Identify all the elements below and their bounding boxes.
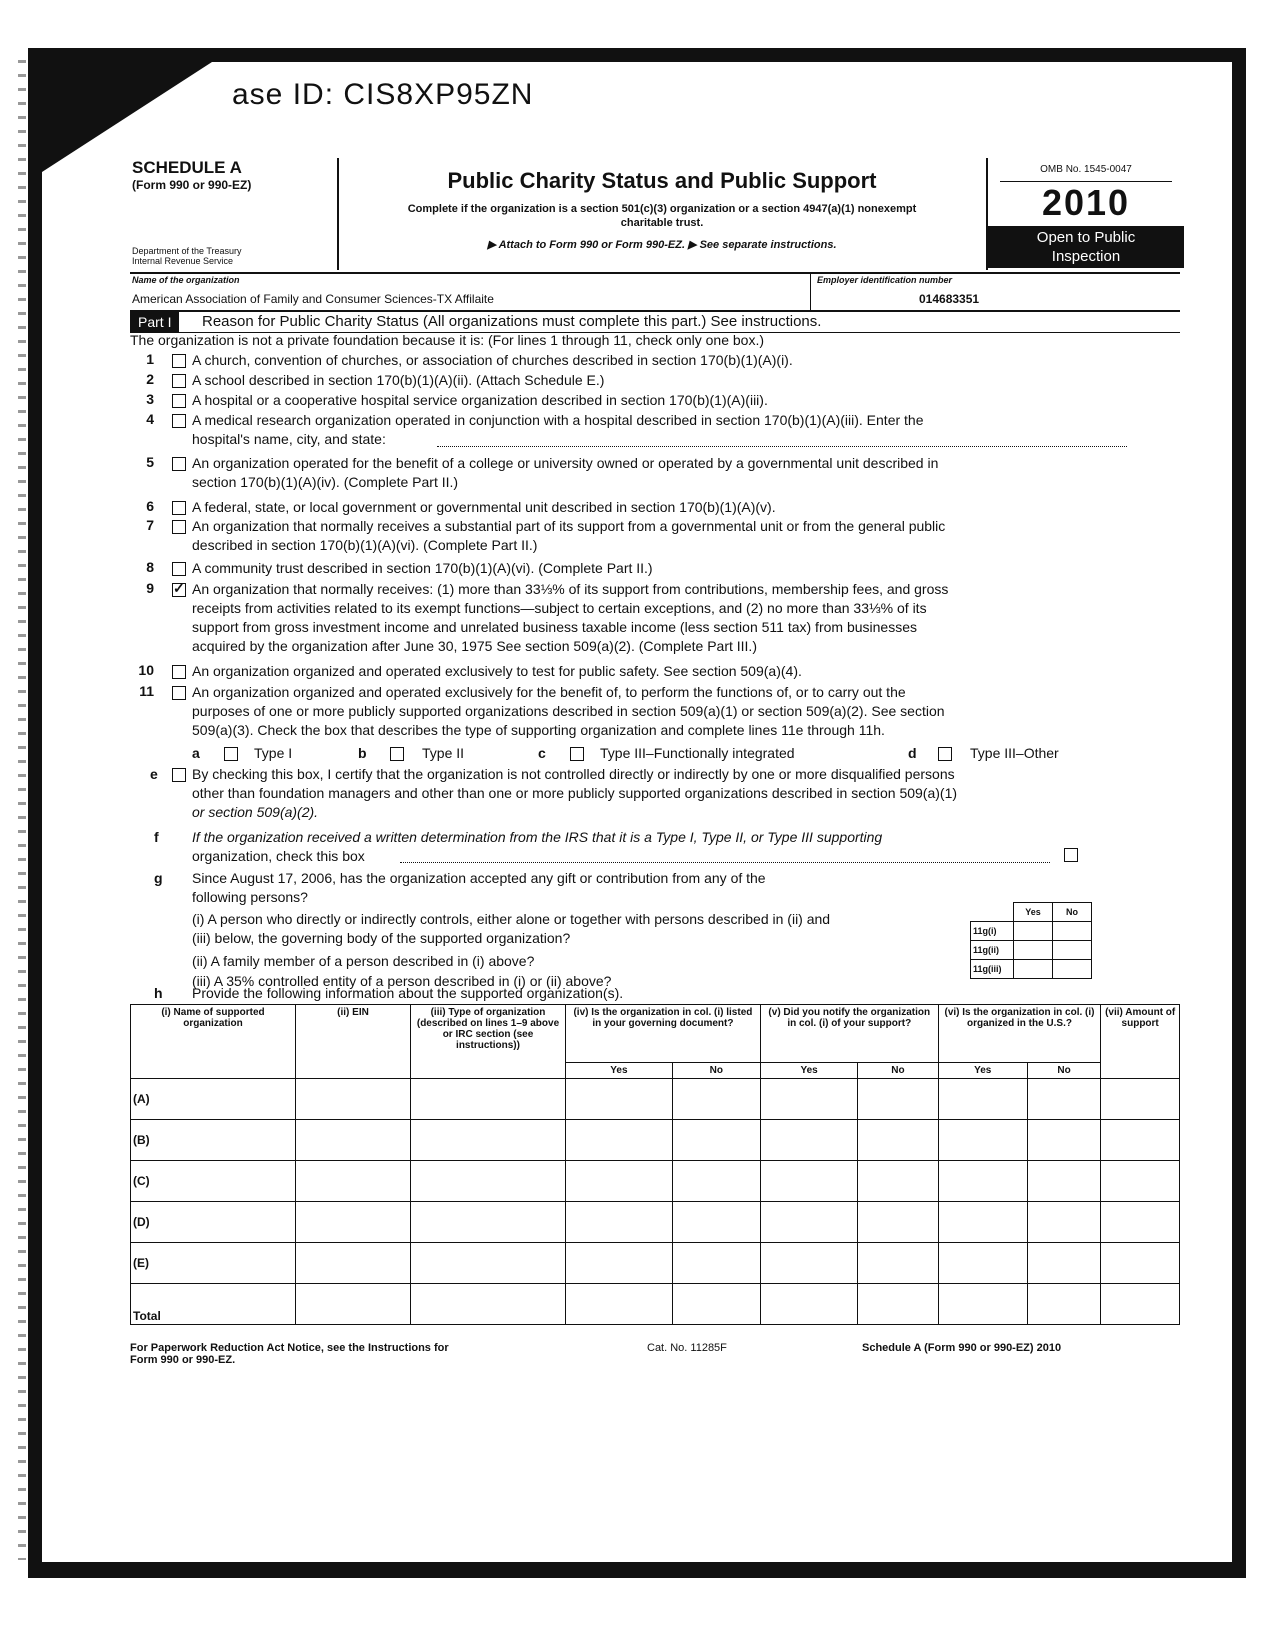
table-cell[interactable] bbox=[1101, 1120, 1180, 1161]
table-cell[interactable] bbox=[411, 1079, 566, 1120]
line-11e-text-3: or section 509(a)(2). bbox=[192, 804, 319, 820]
line-5-text: An organization operated for the benefit of a college or university owned or operated by a governmental unit described in bbox=[192, 455, 939, 471]
table-cell[interactable] bbox=[296, 1202, 411, 1243]
table-cell[interactable] bbox=[672, 1243, 760, 1284]
table-cell[interactable] bbox=[760, 1120, 857, 1161]
type-b-letter: b bbox=[358, 745, 367, 761]
line-9-text-4: acquired by the organization after June 30, 1975 See section 509(a)(2). (Complete Part III.) bbox=[192, 638, 757, 654]
col-ein-header: (ii) EIN bbox=[296, 1005, 411, 1079]
notify-yes: Yes bbox=[760, 1063, 857, 1079]
table-cell[interactable] bbox=[938, 1202, 1027, 1243]
open-line-2: Inspection bbox=[1051, 248, 1121, 265]
footer-notice-line-2: Form 990 or 990-EZ. bbox=[130, 1354, 236, 1366]
table-cell[interactable] bbox=[296, 1079, 411, 1120]
table-cell[interactable] bbox=[938, 1120, 1027, 1161]
line-11f-text-2: organization, check this box bbox=[192, 848, 365, 864]
table-cell[interactable] bbox=[1027, 1202, 1101, 1243]
table-cell[interactable] bbox=[411, 1243, 566, 1284]
header-right bbox=[986, 158, 1184, 270]
row-11g-iii-label: 11g(iii) bbox=[971, 960, 1014, 979]
attach-instructions: ▶ Attach to Form 990 or Form 990-EZ. ▶ See separate instructions. bbox=[487, 239, 837, 251]
line-11g-iii-text: (iii) A 35% controlled entity of a person described in (i) or (ii) above? bbox=[192, 973, 612, 989]
line-number-2: 2 bbox=[146, 371, 154, 387]
table-cell[interactable] bbox=[858, 1243, 938, 1284]
table-cell[interactable] bbox=[760, 1202, 857, 1243]
scan-frame-bottom bbox=[28, 1562, 1246, 1578]
table-row-label: (C) bbox=[131, 1161, 296, 1202]
line-4-text-2: hospital's name, city, and state: bbox=[192, 431, 386, 447]
table-cell[interactable] bbox=[566, 1202, 673, 1243]
line-11-text: An organization organized and operated exclusively for the benefit of, to perform the functions of, or to carry out the bbox=[192, 684, 906, 700]
table-cell[interactable] bbox=[760, 1284, 857, 1325]
col-amount-header: (vii) Amount of support bbox=[1101, 1005, 1180, 1079]
line-5-text-2: section 170(b)(1)(A)(iv). (Complete Part II.) bbox=[192, 474, 459, 490]
line-7-text: An organization that normally receives a substantial part of its support from a governmental unit or from the general public bbox=[192, 518, 946, 534]
table-cell[interactable] bbox=[1027, 1120, 1101, 1161]
line-number-9: 9 bbox=[146, 580, 154, 596]
line-11g-letter: g bbox=[154, 870, 163, 886]
table-cell[interactable] bbox=[566, 1243, 673, 1284]
notify-no: No bbox=[858, 1063, 938, 1079]
leader-dots-11f bbox=[400, 862, 1050, 863]
line-1-checkbox[interactable] bbox=[172, 354, 186, 368]
line-3-text: A hospital or a cooperative hospital service organization described in section 170(b)(1)(A)(iii). bbox=[192, 392, 768, 408]
table-cell[interactable] bbox=[1027, 1079, 1101, 1120]
table-cell[interactable] bbox=[760, 1161, 857, 1202]
line-10-checkbox[interactable] bbox=[172, 665, 186, 679]
line-9-text-2: receipts from activities related to its exempt functions—subject to certain exceptions, and (2) no more than 33⅓% of its bbox=[192, 600, 927, 616]
type-1-checkbox[interactable] bbox=[224, 747, 238, 761]
table-cell[interactable] bbox=[566, 1284, 673, 1325]
part-1-intro: The organization is not a private foundation because it is: (For lines 1 through 11, check only one box.) bbox=[130, 332, 764, 348]
org-name-value[interactable]: American Association of Family and Consumer Sciences-TX Affilaite bbox=[132, 292, 494, 306]
type-3-fi-checkbox[interactable] bbox=[570, 747, 584, 761]
row-11g-iii-no[interactable] bbox=[1053, 960, 1092, 979]
footer-cat-no: Cat. No. 11285F bbox=[647, 1342, 727, 1354]
table-cell[interactable] bbox=[938, 1161, 1027, 1202]
line-3-checkbox[interactable] bbox=[172, 394, 186, 408]
table-row-label: (D) bbox=[131, 1202, 296, 1243]
form-subtitle: Complete if the organization is a section 501(c)(3) organization or a section 4947(a)(1) nonexempt charitable trust. bbox=[407, 203, 917, 229]
table-cell[interactable] bbox=[672, 1202, 760, 1243]
row-11g-i-yes[interactable] bbox=[1014, 922, 1053, 941]
table-cell[interactable] bbox=[672, 1161, 760, 1202]
line-11-text-3: 509(a)(3). Check the box that describes the type of supporting organization and complete lines 11e through 11h. bbox=[192, 722, 885, 738]
table-cell[interactable] bbox=[858, 1202, 938, 1243]
ein-value[interactable]: 014683351 bbox=[919, 292, 980, 306]
table-cell[interactable] bbox=[672, 1079, 760, 1120]
tax-year: 2010 bbox=[1000, 181, 1172, 224]
footer-paperwork-notice bbox=[130, 1342, 449, 1366]
yes-no-grid-11g bbox=[970, 902, 1092, 979]
table-cell[interactable] bbox=[1101, 1284, 1180, 1325]
table-cell[interactable] bbox=[858, 1284, 938, 1325]
line-11-text-2: purposes of one or more publicly supported organizations described in section 509(a)(1) or section 509(a)(2). See section bbox=[192, 703, 945, 719]
type-3-fi-label: Type III–Functionally integrated bbox=[600, 745, 795, 761]
table-cell[interactable] bbox=[858, 1120, 938, 1161]
col-type-header: (iii) Type of organization (described on lines 1–9 above or IRC section (see instructions)) bbox=[411, 1005, 566, 1079]
us-no: No bbox=[1027, 1063, 1101, 1079]
row-11g-ii-yes[interactable] bbox=[1014, 941, 1053, 960]
department-line: Department of the Treasury bbox=[132, 246, 242, 256]
part-1-title: Reason for Public Charity Status (All organizations must complete this part.) See instructions. bbox=[202, 313, 822, 330]
form-title: Public Charity Status and Public Support bbox=[447, 168, 877, 193]
type-1-label: Type I bbox=[254, 745, 293, 761]
table-cell[interactable] bbox=[296, 1120, 411, 1161]
type-2-label: Type II bbox=[422, 745, 465, 761]
line-11f-text: If the organization received a written determination from the IRS that it is a Type I, Type II, or Type III supporting bbox=[192, 829, 883, 845]
line-number-8: 8 bbox=[146, 559, 154, 575]
line-4-checkbox[interactable] bbox=[172, 414, 186, 428]
table-cell[interactable] bbox=[1027, 1161, 1101, 1202]
line-11g-ii-text: (ii) A family member of a person described in (i) above? bbox=[192, 953, 535, 969]
part-1-label: Part I bbox=[130, 312, 179, 332]
line-9-checkbox[interactable] bbox=[172, 583, 186, 597]
no-header: No bbox=[1053, 903, 1092, 922]
table-cell[interactable] bbox=[296, 1243, 411, 1284]
table-cell[interactable] bbox=[672, 1120, 760, 1161]
line-number-4: 4 bbox=[146, 411, 154, 427]
part-1-header bbox=[130, 310, 1180, 333]
footer-notice-line-1: For Paperwork Reduction Act Notice, see the Instructions for bbox=[130, 1342, 449, 1354]
line-9-text: An organization that normally receives: (1) more than 33⅓% of its support from contributions, membership fees, and gross bbox=[192, 581, 949, 597]
row-11g-i-no[interactable] bbox=[1053, 922, 1092, 941]
type-3-other-checkbox[interactable] bbox=[938, 747, 952, 761]
table-cell[interactable] bbox=[566, 1120, 673, 1161]
table-row-label: (B) bbox=[131, 1120, 296, 1161]
line-2-checkbox[interactable] bbox=[172, 374, 186, 388]
table-cell[interactable] bbox=[858, 1079, 938, 1120]
type-d-letter: d bbox=[908, 745, 917, 761]
line-8-text: A community trust described in section 170(b)(1)(A)(vi). (Complete Part II.) bbox=[192, 560, 653, 576]
line-number-1: 1 bbox=[146, 351, 154, 367]
line-11f-letter: f bbox=[154, 829, 159, 845]
listed-yes: Yes bbox=[566, 1063, 673, 1079]
table-cell[interactable] bbox=[858, 1161, 938, 1202]
scan-frame-top bbox=[28, 48, 1246, 62]
footer-schedule-ref: Schedule A (Form 990 or 990-EZ) 2010 bbox=[862, 1342, 1062, 1354]
scan-frame-left bbox=[28, 48, 42, 1578]
table-cell[interactable] bbox=[566, 1161, 673, 1202]
line-6-checkbox[interactable] bbox=[172, 501, 186, 515]
table-row-label: (E) bbox=[131, 1243, 296, 1284]
line-2-text: A school described in section 170(b)(1)(A)(ii). (Attach Schedule E.) bbox=[192, 372, 605, 388]
line-11h-letter: h bbox=[154, 985, 163, 1001]
table-cell[interactable] bbox=[938, 1243, 1027, 1284]
table-cell[interactable] bbox=[1027, 1284, 1101, 1325]
type-2-checkbox[interactable] bbox=[390, 747, 404, 761]
col-notify-header: (v) Did you notify the organization in col. (i) of your support? bbox=[760, 1005, 938, 1063]
table-cell[interactable] bbox=[411, 1120, 566, 1161]
line-11f-checkbox[interactable] bbox=[1064, 848, 1078, 862]
line-8-checkbox[interactable] bbox=[172, 562, 186, 576]
line-number-7: 7 bbox=[146, 517, 154, 533]
table-cell[interactable] bbox=[1027, 1243, 1101, 1284]
table-cell[interactable] bbox=[760, 1243, 857, 1284]
listed-no: No bbox=[672, 1063, 760, 1079]
ein-label: Employer identification number bbox=[817, 275, 953, 285]
line-5-checkbox[interactable] bbox=[172, 457, 186, 471]
table-cell[interactable] bbox=[938, 1079, 1027, 1120]
line-11g-i-text: (i) A person who directly or indirectly controls, either alone or together with persons described in (ii) and bbox=[192, 911, 831, 927]
row-11g-ii-no[interactable] bbox=[1053, 941, 1092, 960]
line-number-10: 10 bbox=[138, 662, 154, 678]
table-cell[interactable] bbox=[1101, 1161, 1180, 1202]
line-11e-checkbox[interactable] bbox=[172, 768, 186, 782]
table-cell[interactable] bbox=[760, 1079, 857, 1120]
line-11e-text-2: other than foundation managers and other than one or more publicly supported organizations described in section 509(a)(1) bbox=[192, 785, 958, 801]
line-4-text: A medical research organization operated in conjunction with a hospital described in section 170(b)(1)(A)(iii). Enter the bbox=[192, 412, 924, 428]
scan-frame-right bbox=[1232, 48, 1246, 1578]
line-11e-text: By checking this box, I certify that the organization is not controlled directly or indirectly by one or more disqualified persons bbox=[192, 766, 955, 782]
line-11e-letter: e bbox=[150, 766, 158, 782]
table-cell[interactable] bbox=[296, 1284, 411, 1325]
line-11g-i-text-2: (iii) below, the governing body of the supported organization? bbox=[192, 930, 571, 946]
header-left bbox=[132, 158, 339, 270]
open-to-public-badge bbox=[988, 226, 1184, 268]
open-line-1: Open to Public bbox=[1036, 229, 1136, 246]
table-cell[interactable] bbox=[1101, 1079, 1180, 1120]
department bbox=[132, 246, 242, 266]
col-us-header: (vi) Is the organization in col. (i) organized in the U.S.? bbox=[938, 1005, 1101, 1063]
yn-empty bbox=[971, 903, 1014, 922]
table-cell[interactable] bbox=[411, 1202, 566, 1243]
line-9-text-3: support from gross investment income and unrelated business taxable income (less section 511 tax) from businesses bbox=[192, 619, 917, 635]
hospital-name-entry-line[interactable] bbox=[437, 446, 1127, 447]
table-cell[interactable] bbox=[672, 1284, 760, 1325]
col-name-header: (i) Name of supported organization bbox=[131, 1005, 296, 1079]
table-cell[interactable] bbox=[411, 1284, 566, 1325]
line-7-text-2: described in section 170(b)(1)(A)(vi). (Complete Part II.) bbox=[192, 537, 538, 553]
table-cell[interactable] bbox=[296, 1161, 411, 1202]
line-number-5: 5 bbox=[146, 454, 154, 470]
form-reference: (Form 990 or 990-EZ) bbox=[132, 178, 252, 192]
table-total-label: Total bbox=[131, 1284, 296, 1325]
table-cell[interactable] bbox=[1101, 1202, 1180, 1243]
type-3-other-label: Type III–Other bbox=[970, 745, 1059, 761]
col-listed-header: (iv) Is the organization in col. (i) listed in your governing document? bbox=[566, 1005, 761, 1063]
header-center bbox=[342, 158, 982, 270]
irs-line: Internal Revenue Service bbox=[132, 256, 234, 266]
line-11g-text: Since August 17, 2006, has the organization accepted any gift or contribution from any of the bbox=[192, 870, 766, 886]
scan-edge-marks bbox=[18, 60, 26, 1560]
line-10-text: An organization organized and operated exclusively to test for public safety. See section 509(a)(4). bbox=[192, 663, 802, 679]
organization-name-row bbox=[130, 272, 1180, 312]
supported-organizations-table bbox=[130, 1004, 1180, 1325]
us-yes: Yes bbox=[938, 1063, 1027, 1079]
line-number-3: 3 bbox=[146, 391, 154, 407]
line-6-text: A federal, state, or local government or governmental unit described in section 170(b)(1)(A)(v). bbox=[192, 499, 776, 515]
schedule-label: SCHEDULE A bbox=[132, 158, 242, 177]
table-row-label: (A) bbox=[131, 1079, 296, 1120]
line-1-text: A church, convention of churches, or association of churches described in section 170(b)(1)(A)(i). bbox=[192, 352, 793, 368]
org-name-label: Name of the organization bbox=[132, 275, 240, 285]
yes-header: Yes bbox=[1014, 903, 1053, 922]
table-cell[interactable] bbox=[411, 1161, 566, 1202]
table-cell[interactable] bbox=[938, 1284, 1027, 1325]
line-11h-text: Provide the following information about the supported organization(s). bbox=[192, 985, 624, 1001]
table-cell[interactable] bbox=[566, 1079, 673, 1120]
type-c-letter: c bbox=[538, 745, 546, 761]
ein-box bbox=[810, 274, 1181, 312]
line-number-11: 11 bbox=[139, 683, 154, 699]
row-11g-iii-yes[interactable] bbox=[1014, 960, 1053, 979]
line-11g-text-2: following persons? bbox=[192, 889, 308, 905]
row-11g-ii-label: 11g(ii) bbox=[971, 941, 1014, 960]
line-number-6: 6 bbox=[146, 498, 154, 514]
form-page bbox=[42, 62, 1232, 1562]
type-a-letter: a bbox=[192, 745, 200, 761]
row-11g-i-label: 11g(i) bbox=[971, 922, 1014, 941]
line-11-checkbox[interactable] bbox=[172, 686, 186, 700]
case-id: ase ID: CIS8XP95ZN bbox=[232, 78, 534, 111]
table-cell[interactable] bbox=[1101, 1243, 1180, 1284]
line-7-checkbox[interactable] bbox=[172, 520, 186, 534]
omb-number: OMB No. 1545-0047 bbox=[1040, 164, 1132, 175]
